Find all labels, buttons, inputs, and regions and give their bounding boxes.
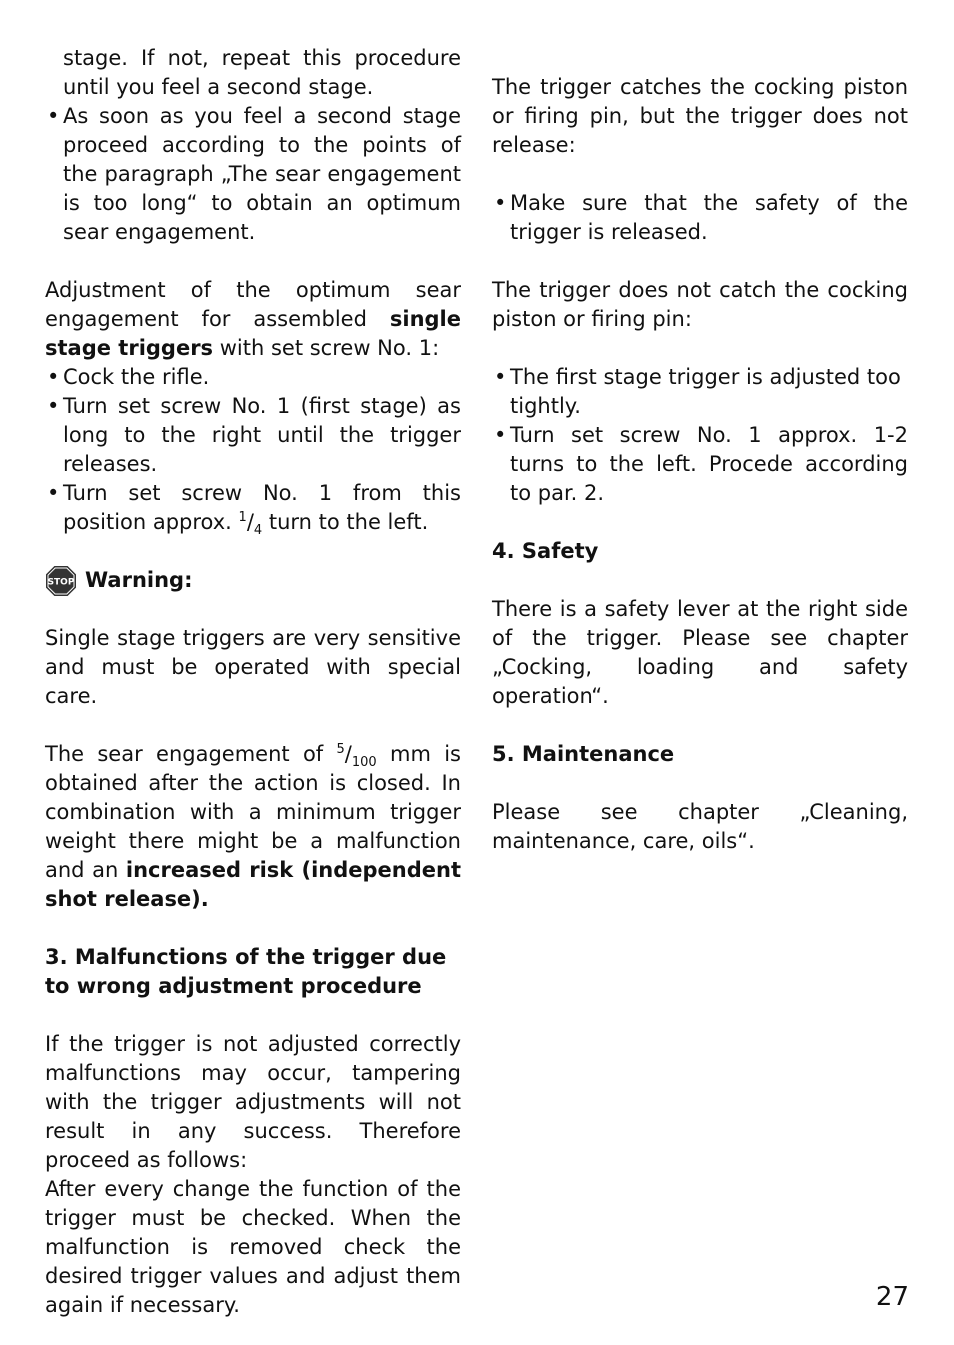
catch-intro: The trigger catches the cocking piston or firing pin, but the trigger does not release: xyxy=(492,75,908,157)
no-catch-intro: The trigger does not catch the cocking piston or firing pin: xyxy=(492,278,908,331)
right-column xyxy=(492,73,908,856)
page-number: 27 xyxy=(875,1282,909,1312)
adjustment-bullet-turn-right: • Turn set screw No. 1 (first stage) as long to the right until the trigger releases. xyxy=(45,392,461,479)
section-3-heading: 3. Malfunctions of the trigger due to wrong adjustment procedure xyxy=(45,945,447,998)
section-5-heading: 5. Maintenance xyxy=(492,742,675,766)
section-4-heading: 4. Safety xyxy=(492,539,599,563)
section-4-text: There is a safety lever at the right side of the trigger. Please see chapter „Cocking, loading and safety operation“. xyxy=(492,597,908,708)
continued-text: stage. If not, repeat this procedure until you feel a second stage. xyxy=(63,46,461,99)
warning-heading xyxy=(45,566,461,595)
sear-engagement-text: The sear engagement of $^5/_{100}$ mm is obtained after the action is closed. In combination with a minimum trigger weight there might be a malfunction and an increased risk (independent shot release). xyxy=(45,742,461,911)
bullet-second-stage: • As soon as you feel a second stage proceed according to the points of the paragraph „The sear engagement is too long“ to obtain an optimum sear engagement. xyxy=(45,102,461,247)
increased-risk-warning: increased risk (independent shot release). xyxy=(45,858,461,911)
adjustment-bullet-cock: • Cock the rifle. xyxy=(45,363,461,392)
svg-text:STOP: STOP xyxy=(47,577,75,587)
stop-sign-icon xyxy=(45,565,77,597)
catch-bullet: • Make sure that the safety of the trigger is released. xyxy=(492,189,908,247)
warning-label: Warning: xyxy=(85,568,193,592)
warning-text: Single stage triggers are very sensitive and must be operated with special care. xyxy=(45,626,461,708)
section-5-text: Please see chapter „Cleaning, maintenance, care, oils“. xyxy=(492,800,908,853)
no-catch-bullet-tight: • The first stage trigger is adjusted too tightly. xyxy=(492,363,908,421)
section-3-paragraph-2: After every change the function of the trigger must be checked. When the malfunction is removed check the desired trigger values and adjust them again if necessary. xyxy=(45,1177,461,1317)
section-3-paragraph-1: If the trigger is not adjusted correctly malfunctions may occur, tampering with the trigger adjustments will not result in any success. Therefore proceed as follows: xyxy=(45,1032,461,1172)
adjustment-bullet-turn-left: • Turn set screw No. 1 from this position approx. $^1/_4$ turn to the left. xyxy=(45,479,461,537)
single-stage-triggers-term: single stage triggers xyxy=(45,307,461,360)
left-column xyxy=(45,44,461,1320)
no-catch-bullet-turn: • Turn set screw No. 1 approx. 1-2 turns to the left. Procede according to par. 2. xyxy=(492,421,908,508)
adjustment-intro: Adjustment of the optimum sear engagement for assembled single stage triggers with set screw No. 1: xyxy=(45,278,461,360)
